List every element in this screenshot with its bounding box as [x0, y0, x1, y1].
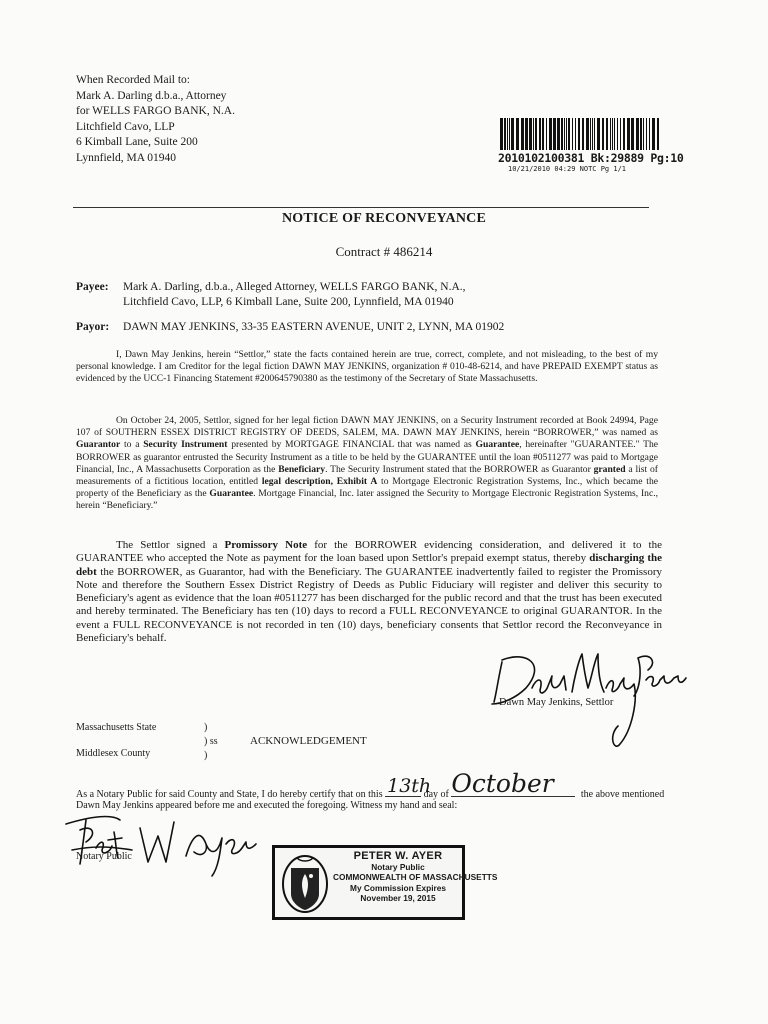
notary-month: October — [451, 769, 554, 798]
barcode-bar — [623, 118, 625, 150]
paragraph-3-text: for the BORROWER evidencing consideration, and delivered it to the GUARANTEE who accepted the Note as payment for the loan based upon Settlor's prepaid exempt status, thereby — [76, 539, 662, 565]
venue-bracket: ) — [204, 722, 208, 733]
barcode-bar — [546, 118, 547, 150]
notary-public-label: Notary Public — [76, 851, 132, 862]
barcode-bar — [539, 118, 541, 150]
stamp-notary-name: PETER W. AYER — [353, 850, 443, 862]
notary-signature — [62, 810, 262, 880]
barcode-bar — [602, 118, 604, 150]
payee-block — [76, 280, 466, 310]
barcode-icon — [498, 118, 662, 150]
barcode-bar — [614, 118, 615, 150]
venue-bracket: ) — [204, 750, 208, 761]
barcode-bar — [582, 118, 584, 150]
contract-number: Contract # 486214 — [335, 244, 433, 259]
barcode-bar — [578, 118, 580, 150]
paragraph-1-text: I, Dawn May Jenkins, herein “Settlor,” state the facts contained herein are true, correct, complete, and not misleading, to the best of my personal knowledge. I am Creditor for the legal fiction DAWN MAY JENKINS, organization # 010-48-6214, and have PREPAID EXEMPT status as evidenced by the UCC-1 Financing Statement #200645790380 as the testimony of the Secretary of State Massachusetts. — [76, 349, 658, 385]
paragraph-2-text: . The Security Instrument stated that the BORROWER as Guarantor — [325, 463, 594, 475]
barcode-bar — [652, 118, 655, 150]
barcode-bar — [500, 118, 503, 150]
barcode-bar — [553, 118, 556, 150]
stamp-commission: My Commission Expires — [350, 882, 446, 893]
return-address-line: 6 Kimball Lane, Suite 200 — [76, 136, 198, 148]
paragraph-2-bold: Beneficiary — [278, 463, 326, 475]
paragraph-settlor-statement — [76, 349, 658, 386]
barcode-bar — [561, 118, 563, 150]
barcode-bar — [533, 118, 534, 150]
barcode-bar — [590, 118, 591, 150]
barcode-bar — [525, 118, 528, 150]
barcode-bar — [511, 118, 514, 150]
barcode-bar — [575, 118, 576, 150]
notary-day: 13th — [387, 775, 432, 797]
barcode-bar — [597, 118, 600, 150]
barcode-bar — [620, 118, 621, 150]
barcode-bar — [643, 118, 644, 150]
return-address-line: Lynnfield, MA 01940 — [76, 151, 176, 164]
payee-line-2: Litchfield Cavo, LLP, 6 Kimball Lane, Suite 200, Lynnfield, MA 01940 — [123, 296, 454, 308]
barcode-bar — [606, 118, 608, 150]
stamp-commonwealth: COMMONWEALTH OF MASSACHUSETTS — [333, 872, 498, 883]
return-address-line: Litchfield Cavo, LLP — [76, 120, 175, 133]
settlor-signature — [488, 640, 688, 750]
paragraph-2-bold: Guarantee — [475, 439, 520, 451]
notary-appeared-line: Dawn May Jenkins appeared before me and executed the foregoing. Witness my hand and seal: — [76, 800, 458, 811]
paragraph-2-text: to Mortgage Electronic Registration Systems, Inc., which became the property of the Beneficiary as the — [76, 476, 658, 500]
barcode-bar — [568, 118, 570, 150]
payor-label: Payor: — [76, 321, 110, 333]
barcode-bar — [572, 118, 573, 150]
venue-bracket: ) ss — [204, 736, 218, 747]
stamp-expiry-date: November 19, 2015 — [360, 893, 436, 904]
paragraph-2-bold: Security Instrument — [143, 439, 228, 451]
barcode-bar — [504, 118, 506, 150]
payee-label: Payee: — [76, 281, 109, 293]
payor-block — [76, 320, 504, 335]
barcode-bar — [516, 118, 519, 150]
return-address-line: for WELLS FARGO BANK, N.A. — [76, 105, 235, 117]
return-address-line: Mark A. Darling d.b.a., Attorney — [76, 89, 227, 102]
barcode-bar — [586, 118, 589, 150]
return-address-line: When Recorded Mail to: — [76, 74, 191, 86]
barcode-bar — [564, 118, 565, 150]
notary-certify-text: As a Notary Public for said County and State, I do hereby certify that on this — [76, 789, 383, 800]
paragraph-3-text: The Settlor signed a — [116, 539, 225, 551]
paragraph-3-text: the BORROWER, as Guarantor, had with the Beneficiary. The GUARANTEE inadvertently failed to register the Promissory Note and therefore the Southern Essex District Registry of Deeds as Public Fiduciary will register and deliver this security to Beneficiary's agent as evidence that the loan #0511277 has been discharged for the public record and that the trust has been executed and hereby terminated. The Beneficiary has ten (10) days to record a FULL RECONVEYANCE to original GUARANTOR. In the event a FULL RECONVEYANCE is not recorded in ten (10) days, beneficiary consents that Settlor record the Reconveyance in Beneficiary's behalf. — [76, 565, 662, 645]
notary-stamp — [272, 845, 498, 920]
venue-county: Middlesex County — [76, 748, 151, 759]
payor-line-1: DAWN MAY JENKINS, 33-35 EASTERN AVENUE, UNIT 2, LYNN, MA 01902 — [123, 321, 505, 333]
barcode-bar — [612, 118, 613, 150]
paragraph-security-instrument — [76, 415, 658, 513]
barcode-bar — [646, 118, 647, 150]
barcode-bar — [549, 118, 552, 150]
paragraph-2-text: to a — [120, 439, 144, 451]
notary-mentioned: the above mentioned — [580, 789, 665, 800]
notary-certification-line — [76, 769, 665, 800]
stamp-title: Notary Public — [371, 861, 425, 872]
barcode-bar — [649, 118, 650, 150]
return-address-block — [76, 73, 235, 166]
paragraph-3-bold: Promissory Note — [224, 539, 308, 551]
barcode-bar — [610, 118, 611, 150]
barcode-bar — [509, 118, 510, 150]
barcode-bar — [557, 118, 560, 150]
barcode-bar — [566, 118, 567, 150]
barcode-bar — [631, 118, 634, 150]
venue-state: Massachusetts State — [76, 722, 157, 733]
paragraph-2-text: . Mortgage Financial, Inc. later assigned the Security to Mortgage Electronic Registration Systems, Inc., herein “Beneficiary.” — [76, 488, 659, 512]
barcode-bar — [636, 118, 639, 150]
massachusetts-seal-icon — [281, 854, 329, 914]
paragraph-promissory-note — [76, 539, 662, 645]
barcode-bar — [542, 118, 544, 150]
paragraph-2-bold: legal description, Exhibit A — [261, 476, 378, 488]
document-title: NOTICE OF RECONVEYANCE — [281, 211, 487, 226]
barcode-bar — [640, 118, 642, 150]
recording-barcode-block — [498, 118, 684, 173]
paragraph-2-bold: Guarantor — [76, 439, 121, 451]
barcode-bar — [507, 118, 508, 150]
venue-ss: ss — [209, 736, 218, 747]
barcode-bar — [594, 118, 595, 150]
paragraph-2-text: , hereinafter "GUARANTEE." The BORROWER as guarantor entrusted the Security Instrument as a title to be held by the GUARANTEE until the loan #0511277 was paid to Mortgage Financial, Inc., A Massachusetts Corporation as the — [76, 439, 659, 475]
paragraph-2-bold: granted — [593, 463, 626, 475]
recording-number: 2010102100381 Bk:29889 Pg:10 — [498, 151, 684, 165]
paragraph-2-text: presented by MORTGAGE FINANCIAL that was named as — [227, 439, 476, 451]
recording-timestamp: 10/21/2010 04:29 NOTC Pg 1/1 — [508, 165, 627, 173]
barcode-bar — [592, 118, 593, 150]
barcode-bar — [521, 118, 524, 150]
payee-line-1: Mark A. Darling, d.b.a., Alleged Attorney, WELLS FARGO BANK, N.A., — [123, 281, 466, 293]
barcode-bar — [627, 118, 630, 150]
paragraph-2-text: On October 24, 2005, Settlor, signed for her legal fiction DAWN MAY JENKINS, on a Security Instrument recorded at Book 24994, Page 107 of SOUTHERN ESSEX DISTRICT REGISTRY OF DEEDS, SALEM, MA. DAWN MAY JENKINS, herein “BORROWER,” was named as — [76, 415, 658, 439]
acknowledgement-heading: ACKNOWLEDGEMENT — [250, 735, 367, 747]
barcode-bar — [529, 118, 532, 150]
barcode-bar — [535, 118, 537, 150]
signer-name: Dawn May Jenkins, Settlor — [499, 697, 614, 708]
barcode-bar — [617, 118, 618, 150]
notary-day-of: day of — [423, 789, 449, 800]
barcode-bar — [657, 118, 659, 150]
header-divider — [73, 207, 649, 208]
paragraph-2-bold: Guarantee — [209, 488, 254, 500]
paragraph-2-text: a list of measurements of a fictitious location, entitled — [76, 463, 658, 488]
paragraph-3-bold: discharging the debt — [76, 552, 662, 578]
